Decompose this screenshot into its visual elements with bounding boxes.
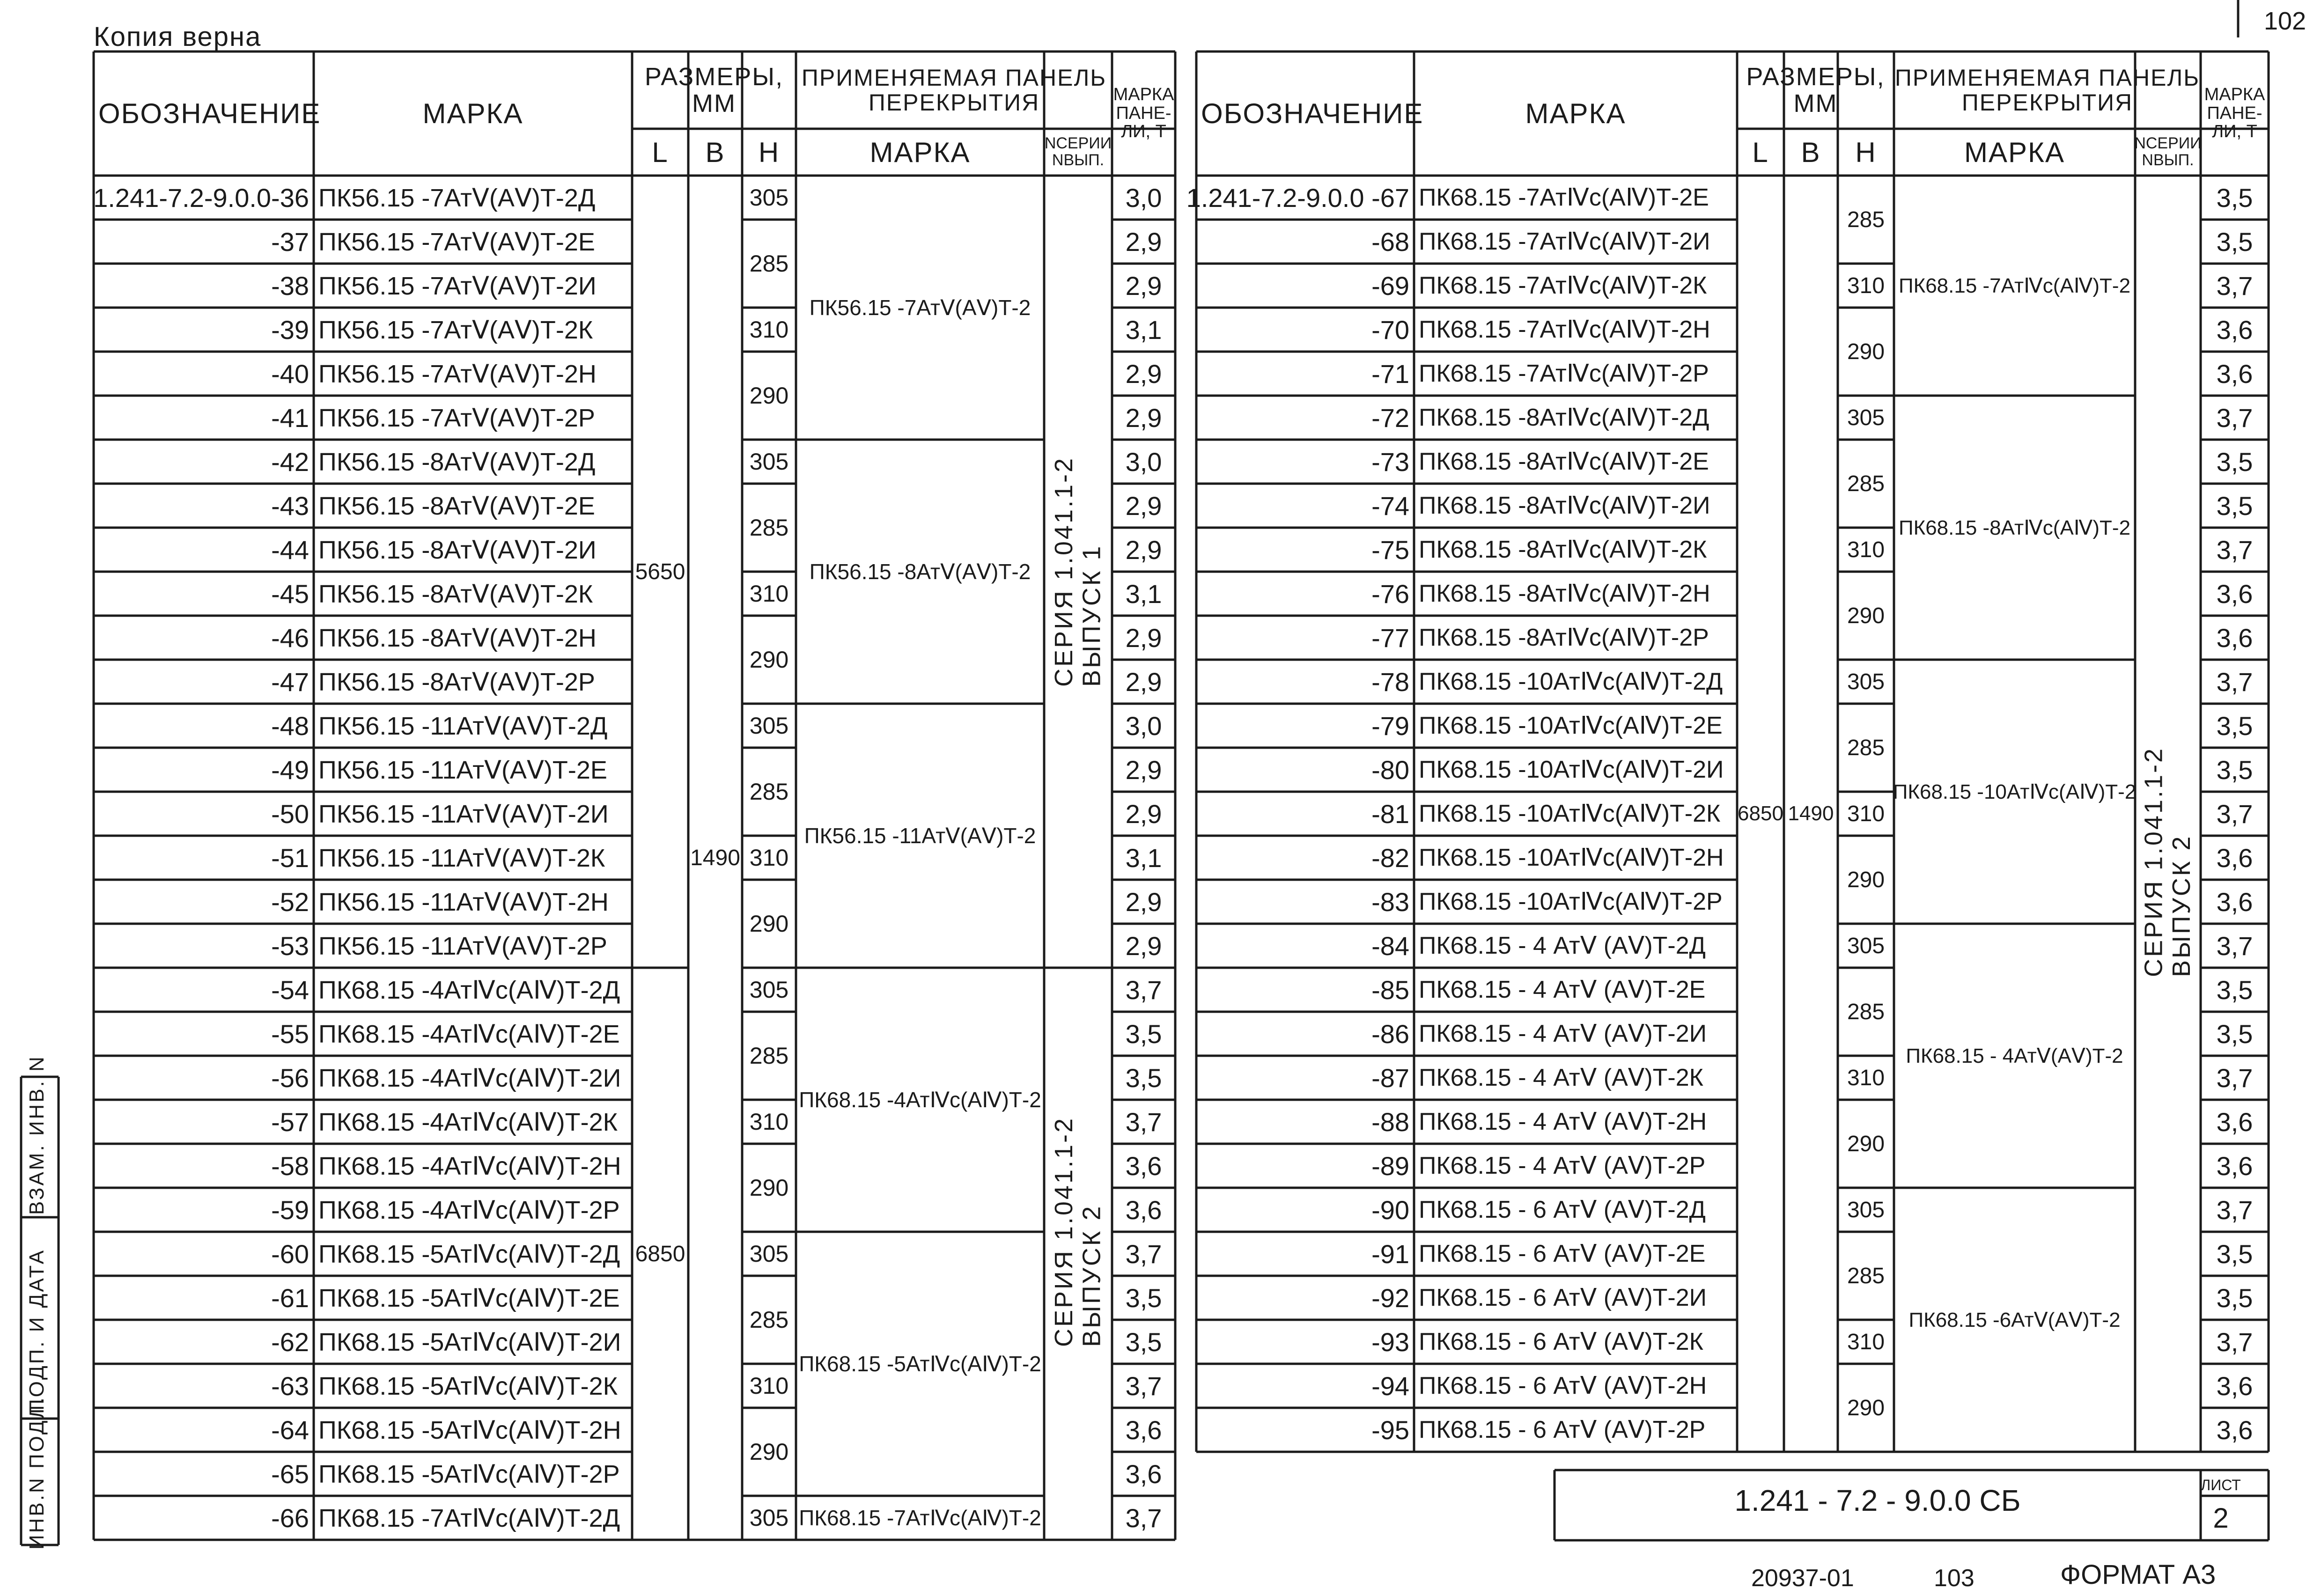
- H-cell: 305: [749, 184, 789, 211]
- H-cell: 305: [749, 1505, 789, 1531]
- mass-cell: 3,6: [1125, 1195, 1162, 1225]
- archive-number: 20937-01: [1751, 1565, 1854, 1592]
- designation-cell: -80: [1371, 755, 1409, 785]
- H-cell: 310: [749, 581, 789, 607]
- H-header: H: [1855, 136, 1877, 168]
- mark-cell: ПК68.15 - 4 АтⅤ (АⅤ)Т-2К: [1419, 1064, 1703, 1091]
- side-label-zam: ВЗАМ. ИНВ. N: [25, 1055, 48, 1215]
- applied-mark-header: МАРКА: [869, 136, 971, 168]
- mass-cell: 3,6: [2216, 1107, 2253, 1137]
- mark-cell: ПК68.15 -10АтⅣс(АⅣ)Т-2К: [1419, 800, 1721, 827]
- applied-mark-header: МАРКА: [1964, 136, 2065, 168]
- H-cell: 290: [1847, 603, 1885, 628]
- mark-cell: ПК56.15 -7АтⅤ(АⅤ)Т-2К: [318, 316, 593, 344]
- mark-cell: ПК68.15 -8АтⅣс(АⅣ)Т-2К: [1419, 536, 1707, 563]
- designation-cell: -90: [1371, 1195, 1409, 1225]
- H-cell: 285: [1847, 999, 1885, 1024]
- designation-cell: -51: [271, 843, 309, 873]
- mark-cell: ПК68.15 -8АтⅣс(АⅣ)Т-2И: [1419, 492, 1710, 519]
- mass-cell: 3,7: [2216, 667, 2253, 697]
- H-cell: 290: [749, 647, 789, 673]
- mass-cell: 3,6: [1125, 1415, 1162, 1445]
- designation-cell: -85: [1371, 975, 1409, 1005]
- mass-cell: 3,1: [1125, 315, 1162, 345]
- mark-cell: ПК56.15 -8АтⅤ(АⅤ)Т-2Е: [318, 492, 595, 520]
- dims-header: РАЗМЕРЫ, ММ: [1746, 62, 1885, 118]
- designation-cell: -66: [271, 1503, 309, 1533]
- mark-cell: ПК68.15 -7АтⅣс(АⅣ)Т-2Д: [318, 1504, 620, 1532]
- mark-cell: ПК68.15 - 4 АтⅤ (АⅤ)Т-2Е: [1419, 976, 1706, 1003]
- designation-cell: -46: [271, 623, 309, 653]
- mark-cell: ПК68.15 - 6 АтⅤ (АⅤ)Т-2Д: [1419, 1196, 1706, 1223]
- mark-header: МАРКА: [422, 98, 523, 129]
- B-cell: 1490: [1788, 802, 1834, 825]
- designation-cell: -39: [271, 315, 309, 345]
- mass-cell: 3,6: [1125, 1459, 1162, 1489]
- mass-cell: 3,5: [2216, 1019, 2253, 1049]
- mark-cell: ПК68.15 -8АтⅣс(АⅣ)Т-2Н: [1419, 580, 1710, 607]
- mark-cell: ПК68.15 - 6 АтⅤ (АⅤ)Т-2Е: [1419, 1240, 1706, 1267]
- mass-cell: 3,6: [2216, 623, 2253, 653]
- applied-mark-cell: ПК56.15 -8АтⅤ(АⅤ)Т-2: [809, 559, 1031, 584]
- mark-cell: ПК56.15 -7АтⅤ(АⅤ)Т-2Н: [318, 360, 597, 388]
- designation-cell: -63: [271, 1371, 309, 1401]
- designation-cell: -71: [1371, 359, 1409, 389]
- mass-cell: 2,9: [1125, 887, 1162, 917]
- mark-cell: ПК68.15 -5АтⅣс(АⅣ)Т-2К: [318, 1372, 618, 1400]
- designation-cell: -81: [1371, 799, 1409, 829]
- mark-cell: ПК68.15 -7АтⅣс(АⅣ)Т-2К: [1419, 272, 1707, 299]
- designation-cell: -41: [271, 403, 309, 433]
- mark-cell: ПК56.15 -8АтⅤ(АⅤ)Т-2К: [318, 580, 593, 608]
- designation-cell: -55: [271, 1019, 309, 1049]
- designation-cell: 1.241-7.2-9.0.0 -67: [1186, 183, 1409, 213]
- designation-cell: -84: [1371, 931, 1409, 961]
- H-cell: 285: [749, 1043, 789, 1069]
- L-header: L: [1752, 136, 1769, 168]
- applied-mark-cell: ПК68.15 -10АтⅣс(АⅣ)Т-2: [1893, 780, 2137, 803]
- mass-cell: 2,9: [1125, 359, 1162, 389]
- mark-cell: ПК68.15 -7АтⅣс(АⅣ)Т-2Е: [1419, 184, 1709, 211]
- H-cell: 310: [749, 1109, 789, 1135]
- side-label-sign: ПОДП. И ДАТА: [25, 1248, 48, 1414]
- mark-cell: ПК68.15 -5АтⅣс(АⅣ)Т-2Д: [318, 1240, 620, 1268]
- H-cell: 290: [1847, 1395, 1885, 1420]
- designation-cell: -95: [1371, 1415, 1409, 1445]
- mark-cell: ПК56.15 -7АтⅤ(АⅤ)Т-2Д: [318, 184, 596, 212]
- designation-cell: -38: [271, 271, 309, 301]
- format-label: ФОРМАТ А3: [2060, 1559, 2216, 1590]
- mass-cell: 3,6: [2216, 1151, 2253, 1181]
- H-cell: 305: [1847, 1197, 1885, 1222]
- designation-cell: -57: [271, 1107, 309, 1137]
- mass-cell: 2,9: [1125, 755, 1162, 785]
- H-cell: 290: [749, 1439, 789, 1465]
- designation-cell: -53: [271, 931, 309, 961]
- applied-mark-cell: ПК68.15 -6АтⅤ(АⅤ)Т-2: [1908, 1308, 2121, 1331]
- applied-mark-cell: ПК56.15 -7АтⅤ(АⅤ)Т-2: [809, 295, 1031, 320]
- mark-cell: ПК56.15 -7АтⅤ(АⅤ)Т-2Е: [318, 228, 595, 256]
- designation-cell: -77: [1371, 623, 1409, 653]
- mark-cell: ПК68.15 - 4 АтⅤ (АⅤ)Т-2Н: [1419, 1108, 1707, 1135]
- mass-cell: 3,7: [2216, 1063, 2253, 1093]
- H-cell: 290: [1847, 867, 1885, 892]
- designation-cell: -70: [1371, 315, 1409, 345]
- H-header: H: [758, 136, 780, 168]
- designation-cell: -45: [271, 579, 309, 609]
- mark-cell: ПК68.15 -5АтⅣс(АⅣ)Т-2Н: [318, 1416, 621, 1444]
- series-cell: СЕРИЯ 1.041.1-2 ВЫПУСК 2: [2139, 746, 2195, 978]
- mark-cell: ПК56.15 -8АтⅤ(АⅤ)Т-2Д: [318, 448, 596, 476]
- H-cell: 310: [1847, 801, 1885, 826]
- designation-cell: -93: [1371, 1327, 1409, 1357]
- mass-cell: 3,5: [2216, 755, 2253, 785]
- designation-cell: -94: [1371, 1371, 1409, 1401]
- mass-cell: 2,9: [1125, 667, 1162, 697]
- H-cell: 305: [749, 1241, 789, 1267]
- dims-header: РАЗМЕРЫ, ММ: [644, 62, 784, 118]
- H-cell: 310: [1847, 273, 1885, 298]
- mark-cell: ПК56.15 -11АтⅤ(АⅤ)Т-2К: [318, 844, 605, 872]
- H-cell: 285: [1847, 471, 1885, 496]
- designation-cell: -48: [271, 711, 309, 741]
- applied-mark-cell: ПК68.15 -7АтⅣс(АⅣ)Т-2: [799, 1506, 1041, 1530]
- mark-cell: ПК68.15 - 6 АтⅤ (АⅤ)Т-2К: [1419, 1328, 1703, 1355]
- mass-cell: 3,7: [2216, 535, 2253, 565]
- mass-cell: 3,7: [2216, 271, 2253, 301]
- mark-cell: ПК68.15 - 6 АтⅤ (АⅤ)Т-2Р: [1419, 1416, 1706, 1443]
- mass-cell: 3,5: [2216, 183, 2253, 213]
- mark-cell: ПК68.15 -7АтⅣс(АⅣ)Т-2Н: [1419, 316, 1710, 343]
- mass-cell: 2,9: [1125, 271, 1162, 301]
- designation-cell: -64: [271, 1415, 309, 1445]
- mass-cell: 3,5: [1125, 1019, 1162, 1049]
- mark-cell: ПК68.15 -5АтⅣс(АⅣ)Т-2И: [318, 1328, 621, 1356]
- mass-cell: 3,1: [1125, 843, 1162, 873]
- mass-cell: 3,7: [1125, 1239, 1162, 1269]
- designation-cell: -89: [1371, 1151, 1409, 1181]
- series-cell: СЕРИЯ 1.041.1-2 ВЫПУСК 1: [1050, 456, 1106, 687]
- mark-cell: ПК68.15 -10АтⅣс(АⅣ)Т-2Е: [1419, 712, 1723, 739]
- mass-cell: 3,5: [2216, 1283, 2253, 1313]
- H-cell: 285: [749, 1307, 789, 1333]
- designation-header: ОБОЗНАЧЕНИЕ: [1201, 98, 1424, 129]
- mass-cell: 3,7: [2216, 799, 2253, 829]
- mass-cell: 2,9: [1125, 623, 1162, 653]
- mark-cell: ПК68.15 -5АтⅣс(АⅣ)Т-2Е: [318, 1284, 620, 1312]
- mark-cell: ПК68.15 -5АтⅣс(АⅣ)Т-2Р: [318, 1460, 620, 1488]
- designation-cell: -52: [271, 887, 309, 917]
- mark-cell: ПК68.15 - 4 АтⅤ (АⅤ)Т-2И: [1419, 1020, 1707, 1047]
- designation-cell: -82: [1371, 843, 1409, 873]
- designation-cell: -65: [271, 1459, 309, 1489]
- mark-cell: ПК68.15 -4АтⅣс(АⅣ)Т-2Д: [318, 976, 620, 1004]
- H-cell: 285: [1847, 735, 1885, 760]
- H-cell: 305: [1847, 933, 1885, 958]
- mass-cell: 3,7: [2216, 931, 2253, 961]
- B-cell: 1490: [690, 845, 740, 870]
- mass-cell: 3,7: [1125, 1503, 1162, 1533]
- mark-cell: ПК68.15 -10АтⅣс(АⅣ)Т-2Д: [1419, 668, 1723, 695]
- mass-cell: 3,5: [1125, 1327, 1162, 1357]
- designation-cell: -37: [271, 227, 309, 257]
- mass-cell: 3,0: [1125, 711, 1162, 741]
- applied-mark-cell: ПК68.15 -4АтⅣс(АⅣ)Т-2: [799, 1088, 1041, 1112]
- mark-header: МАРКА: [1525, 98, 1626, 129]
- designation-cell: -59: [271, 1195, 309, 1225]
- mark-cell: ПК68.15 -7АтⅣс(АⅣ)Т-2Р: [1419, 360, 1709, 387]
- H-cell: 305: [749, 713, 789, 739]
- designation-cell: -72: [1371, 403, 1409, 433]
- H-cell: 290: [749, 911, 789, 937]
- applied-mark-cell: ПК56.15 -11АтⅤ(АⅤ)Т-2: [804, 824, 1036, 848]
- mark-cell: ПК68.15 -7АтⅣс(АⅣ)Т-2И: [1419, 228, 1710, 255]
- mark-cell: ПК68.15 -10АтⅣс(АⅣ)Т-2Р: [1419, 888, 1723, 915]
- designation-cell: -44: [271, 535, 309, 565]
- H-cell: 285: [1847, 1263, 1885, 1288]
- mass-cell: 3,1: [1125, 579, 1162, 609]
- mass-cell: 2,9: [1125, 931, 1162, 961]
- mass-cell: 3,6: [2216, 1415, 2253, 1445]
- mass-cell: 2,9: [1125, 799, 1162, 829]
- H-cell: 310: [1847, 1329, 1885, 1354]
- mass-cell: 3,6: [2216, 359, 2253, 389]
- designation-cell: -62: [271, 1327, 309, 1357]
- designation-cell: -40: [271, 359, 309, 389]
- mass-cell: 3,6: [2216, 887, 2253, 917]
- applied-mark-cell: ПК68.15 -8АтⅣс(АⅣ)Т-2: [1898, 516, 2131, 539]
- panel-mass-header: МАРКА ПАНЕ- ЛИ, Т: [2204, 84, 2265, 142]
- designation-cell: -76: [1371, 579, 1409, 609]
- series-no-header: NСЕРИИ NВЫП.: [1044, 134, 1112, 169]
- designation-cell: -75: [1371, 535, 1409, 565]
- mark-cell: ПК68.15 -4АтⅣс(АⅣ)Т-2И: [318, 1064, 621, 1092]
- designation-cell: -68: [1371, 227, 1409, 257]
- L-header: L: [652, 136, 669, 168]
- L-cell: 5650: [635, 559, 685, 584]
- mass-cell: 3,6: [2216, 843, 2253, 873]
- mark-cell: ПК68.15 -10АтⅣс(АⅣ)Т-2Н: [1419, 844, 1724, 871]
- designation-cell: -50: [271, 799, 309, 829]
- applied-panel-header: ПРИМЕНЯЕМАЯ ПАНЕЛЬ ПЕРЕКРЫТИЯ: [801, 65, 1107, 116]
- designation-cell: -88: [1371, 1107, 1409, 1137]
- H-cell: 305: [1847, 669, 1885, 694]
- designation-cell: -73: [1371, 447, 1409, 477]
- mark-cell: ПК68.15 - 4 АтⅤ (АⅤ)Т-2Р: [1419, 1152, 1706, 1179]
- mass-cell: 3,5: [1125, 1063, 1162, 1093]
- designation-cell: -78: [1371, 667, 1409, 697]
- footer-page: 103: [1934, 1565, 1974, 1592]
- H-cell: 305: [749, 449, 789, 475]
- mass-cell: 3,5: [2216, 975, 2253, 1005]
- mass-cell: 2,9: [1125, 535, 1162, 565]
- H-cell: 290: [1847, 339, 1885, 364]
- mark-cell: ПК68.15 -4АтⅣс(АⅣ)Т-2Н: [318, 1152, 621, 1180]
- H-cell: 310: [749, 845, 789, 871]
- designation-cell: -56: [271, 1063, 309, 1093]
- mass-cell: 3,7: [2216, 1195, 2253, 1225]
- H-cell: 310: [749, 316, 789, 343]
- mass-cell: 3,0: [1125, 447, 1162, 477]
- designation-cell: -43: [271, 491, 309, 521]
- mass-cell: 3,6: [2216, 579, 2253, 609]
- mark-cell: ПК68.15 - 4 АтⅤ (АⅤ)Т-2Д: [1419, 932, 1706, 959]
- designation-cell: -61: [271, 1283, 309, 1313]
- designation-cell: -69: [1371, 271, 1409, 301]
- mark-cell: ПК56.15 -7АтⅤ(АⅤ)Т-2Р: [318, 404, 595, 432]
- L-cell: 6850: [1738, 802, 1783, 825]
- B-header: B: [705, 136, 725, 168]
- mark-cell: ПК56.15 -11АтⅤ(АⅤ)Т-2Р: [318, 932, 607, 960]
- H-cell: 285: [1847, 207, 1885, 232]
- designation-cell: -86: [1371, 1019, 1409, 1049]
- mark-cell: ПК56.15 -11АтⅤ(АⅤ)Т-2Д: [318, 712, 608, 740]
- series-no-header: NСЕРИИ NВЫП.: [2134, 134, 2202, 169]
- designation-cell: -54: [271, 975, 309, 1005]
- H-cell: 290: [749, 382, 789, 409]
- designation-cell: -58: [271, 1151, 309, 1181]
- mark-cell: ПК68.15 - 6 АтⅤ (АⅤ)Т-2И: [1419, 1284, 1707, 1311]
- series-cell: СЕРИЯ 1.041.1-2 ВЫПУСК 2: [1050, 1116, 1106, 1347]
- designation-cell: -42: [271, 447, 309, 477]
- L-cell: 6850: [635, 1241, 685, 1266]
- applied-panel-header: ПРИМЕНЯЕМАЯ ПАНЕЛЬ ПЕРЕКРЫТИЯ: [1894, 65, 2200, 116]
- mark-cell: ПК68.15 -10АтⅣс(АⅣ)Т-2И: [1419, 756, 1724, 783]
- mass-cell: 3,5: [2216, 491, 2253, 521]
- designation-cell: -60: [271, 1239, 309, 1269]
- mark-cell: ПК68.15 -8АтⅣс(АⅣ)Т-2Е: [1419, 448, 1709, 475]
- H-cell: 290: [749, 1175, 789, 1201]
- mass-cell: 3,6: [2216, 315, 2253, 345]
- sheet-label: ЛИСТ: [2201, 1477, 2241, 1493]
- mark-cell: ПК68.15 - 6 АтⅤ (АⅤ)Т-2Н: [1419, 1372, 1707, 1399]
- designation-cell: -74: [1371, 491, 1409, 521]
- mark-cell: ПК56.15 -11АтⅤ(АⅤ)Т-2И: [318, 800, 609, 828]
- B-header: B: [1801, 136, 1821, 168]
- designation-cell: -79: [1371, 711, 1409, 741]
- sheet-number: 2: [2213, 1502, 2229, 1534]
- H-cell: 305: [1847, 405, 1885, 430]
- mass-cell: 2,9: [1125, 227, 1162, 257]
- mark-cell: ПК68.15 -8АтⅣс(АⅣ)Т-2Д: [1419, 404, 1709, 431]
- H-cell: 290: [1847, 1131, 1885, 1156]
- page-number: 102: [2264, 7, 2306, 35]
- designation-cell: -91: [1371, 1239, 1409, 1269]
- H-cell: 305: [749, 977, 789, 1003]
- designation-cell: -47: [271, 667, 309, 697]
- mass-cell: 3,5: [2216, 711, 2253, 741]
- mass-cell: 3,0: [1125, 183, 1162, 213]
- mass-cell: 3,5: [2216, 447, 2253, 477]
- mass-cell: 3,7: [1125, 975, 1162, 1005]
- mass-cell: 2,9: [1125, 491, 1162, 521]
- mark-cell: ПК56.15 -11АтⅤ(АⅤ)Т-2Н: [318, 888, 609, 916]
- mass-cell: 3,6: [1125, 1151, 1162, 1181]
- designation-cell: -49: [271, 755, 309, 785]
- mark-cell: ПК56.15 -8АтⅤ(АⅤ)Т-2Н: [318, 624, 597, 652]
- mass-cell: 3,6: [2216, 1371, 2253, 1401]
- mark-cell: ПК56.15 -8АтⅤ(АⅤ)Т-2И: [318, 536, 597, 564]
- H-cell: 285: [749, 515, 789, 541]
- side-label-inv: ИНВ.N ПОДЛ.: [25, 1396, 48, 1550]
- designation-header: ОБОЗНАЧЕНИЕ: [98, 98, 321, 129]
- H-cell: 285: [749, 779, 789, 805]
- mass-cell: 3,5: [1125, 1283, 1162, 1313]
- H-cell: 310: [1847, 1065, 1885, 1090]
- doc-code: 1.241 - 7.2 - 9.0.0 СБ: [1734, 1484, 2021, 1517]
- applied-mark-cell: ПК68.15 -7АтⅣс(АⅣ)Т-2: [1898, 274, 2131, 297]
- applied-mark-cell: ПК68.15 - 4АтⅤ(АⅤ)Т-2: [1906, 1044, 2123, 1067]
- mark-cell: ПК68.15 -8АтⅣс(АⅣ)Т-2Р: [1419, 624, 1709, 651]
- mass-cell: 3,5: [2216, 227, 2253, 257]
- mark-cell: ПК68.15 -4АтⅣс(АⅣ)Т-2К: [318, 1108, 618, 1136]
- designation-cell: 1.241-7.2-9.0.0-36: [93, 183, 309, 213]
- designation-cell: -92: [1371, 1283, 1409, 1313]
- H-cell: 310: [749, 1373, 789, 1399]
- mark-cell: ПК68.15 -4АтⅣс(АⅣ)Т-2Р: [318, 1196, 620, 1224]
- top-label: Копия верна: [94, 22, 262, 52]
- mass-cell: 3,7: [1125, 1107, 1162, 1137]
- H-cell: 310: [1847, 537, 1885, 562]
- applied-mark-cell: ПК68.15 -5АтⅣс(АⅣ)Т-2: [799, 1352, 1041, 1376]
- mark-cell: ПК68.15 -4АтⅣс(АⅣ)Т-2Е: [318, 1020, 620, 1048]
- mark-cell: ПК56.15 -7АтⅤ(АⅤ)Т-2И: [318, 272, 597, 300]
- mass-cell: 2,9: [1125, 403, 1162, 433]
- mass-cell: 3,7: [2216, 403, 2253, 433]
- mass-cell: 3,7: [1125, 1371, 1162, 1401]
- mark-cell: ПК56.15 -8АтⅤ(АⅤ)Т-2Р: [318, 668, 595, 696]
- mass-cell: 3,5: [2216, 1239, 2253, 1269]
- designation-cell: -87: [1371, 1063, 1409, 1093]
- mark-cell: ПК56.15 -11АтⅤ(АⅤ)Т-2Е: [318, 756, 607, 784]
- designation-cell: -83: [1371, 887, 1409, 917]
- mass-cell: 3,7: [2216, 1327, 2253, 1357]
- H-cell: 285: [749, 250, 789, 277]
- panel-mass-header: МАРКА ПАНЕ- ЛИ, Т: [1113, 84, 1174, 142]
